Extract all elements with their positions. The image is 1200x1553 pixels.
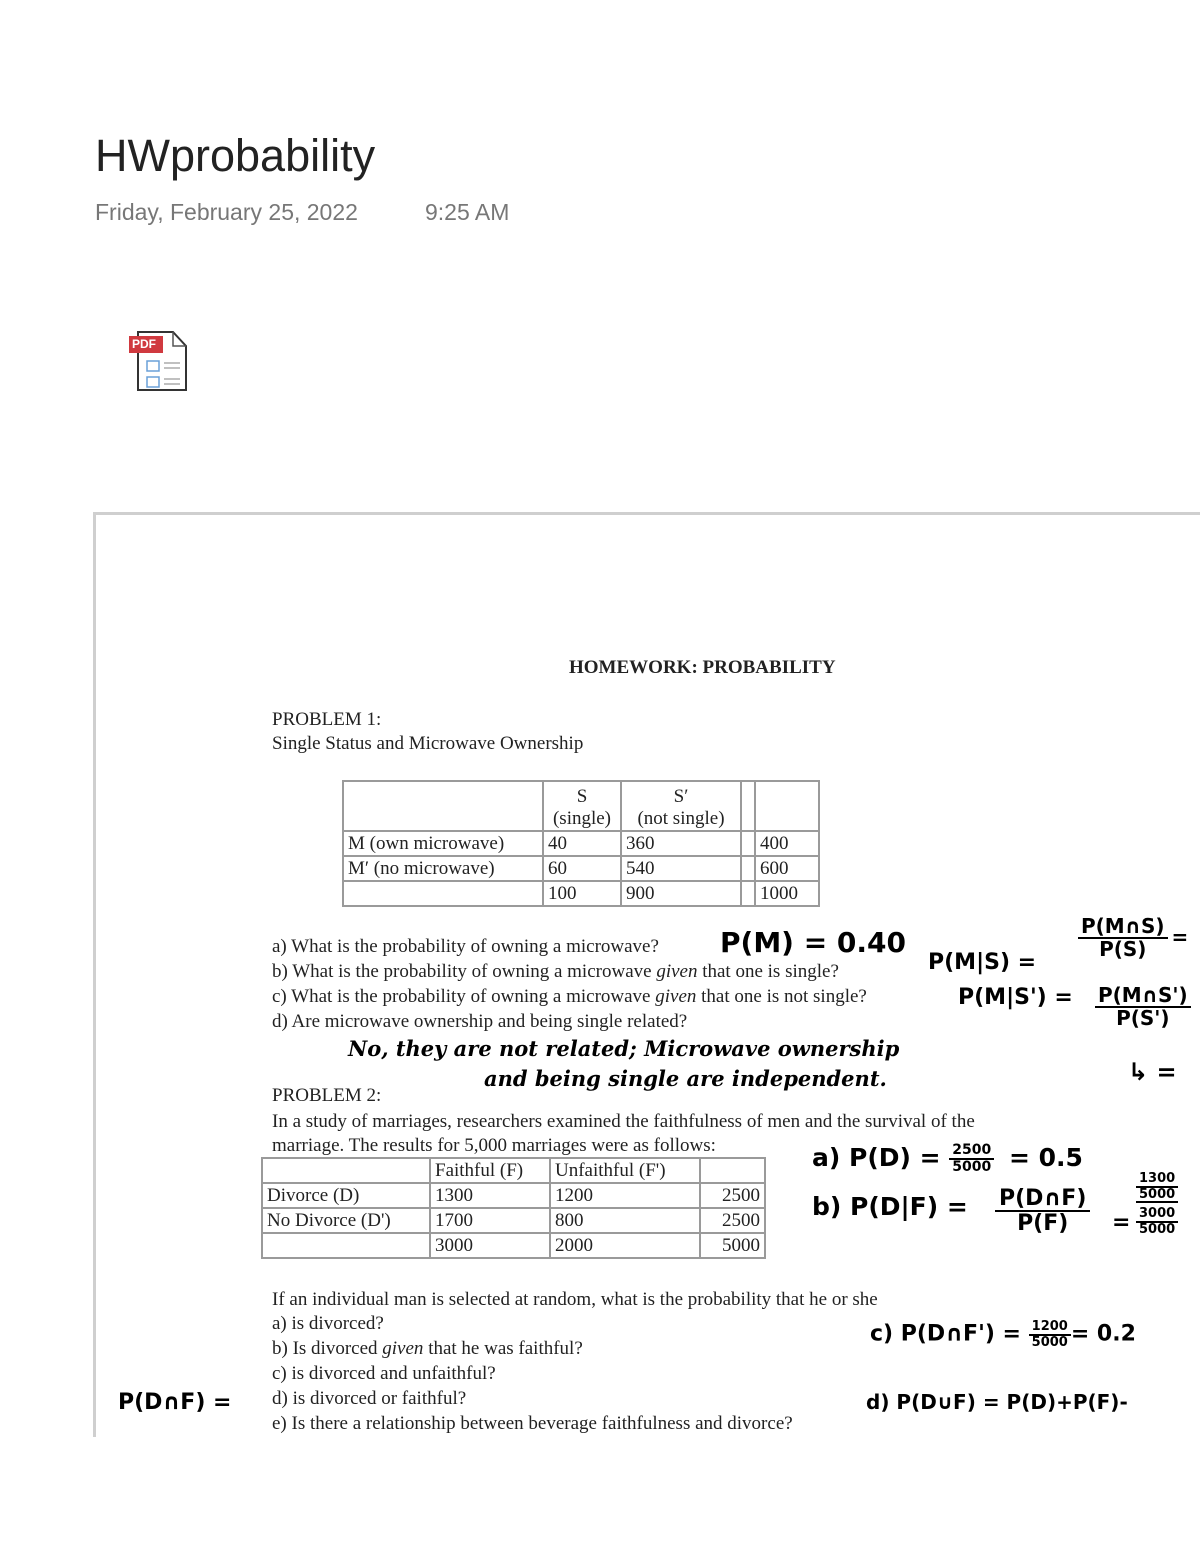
table-cell xyxy=(343,881,543,906)
table-cell: 1300 xyxy=(430,1183,550,1208)
table-cell: 2000 xyxy=(550,1233,700,1258)
handwritten-answer-2a: a) P(D) = $\frac{2500}{5000}$ = 0.5 xyxy=(812,1142,1083,1175)
table-cell xyxy=(741,856,755,881)
handwritten-arrow: ↳ = xyxy=(1128,1058,1177,1086)
table-cell: 100 xyxy=(543,881,621,906)
table-cell: 40 xyxy=(543,831,621,856)
table-cell: M′ (no microwave) xyxy=(343,856,543,881)
handwritten-answer-2b-compound-fraction: $\frac{\frac{1300}{5000}}{\frac{3000}{5000}}$ xyxy=(1136,1172,1178,1237)
table-cell: 1200 xyxy=(550,1183,700,1208)
handwritten-answer-2d: d) P(D∪F) = P(D)+P(F)- xyxy=(866,1390,1128,1414)
page-time: 9:25 AM xyxy=(425,199,510,225)
problem2-label: PROBLEM 2: xyxy=(272,1085,382,1106)
table-cell: 600 xyxy=(755,856,819,881)
problem2-question-e: e) Is there a relationship between beverage faithfulness and divorce? xyxy=(272,1413,793,1434)
problem2-question-d: d) is divorced or faithful? xyxy=(272,1388,467,1409)
microwave-table xyxy=(342,780,820,907)
table-row xyxy=(343,856,819,881)
table-cell: Faithful (F) xyxy=(430,1158,550,1183)
table-cell xyxy=(741,781,755,831)
problem2-intro-line2: marriage. The results for 5,000 marriages were as follows: xyxy=(272,1135,716,1156)
table-cell xyxy=(262,1233,430,1258)
table-cell: 3000 xyxy=(430,1233,550,1258)
table-cell: M (own microwave) xyxy=(343,831,543,856)
problem2-intro-line1: In a study of marriages, researchers examined the faithfulness of men and the survival of the xyxy=(272,1111,975,1132)
table-cell xyxy=(262,1158,430,1183)
handwritten-equals: = xyxy=(1112,1210,1131,1235)
table-cell xyxy=(755,781,819,831)
handwritten-answer-1d-line1: No, they are not related; Microwave ownership xyxy=(348,1036,900,1061)
table-cell: Divorce (D) xyxy=(262,1183,430,1208)
handwritten-left-note: P(D∩F) = xyxy=(118,1390,232,1415)
page-date: Friday, February 25, 2022 xyxy=(95,199,358,225)
table-cell: 2500 xyxy=(700,1208,765,1233)
problem2-prompt: If an individual man is selected at random, what is the probability that he or she xyxy=(272,1289,878,1310)
table-cell: 1700 xyxy=(430,1208,550,1233)
table-row xyxy=(343,881,819,906)
table-header-row xyxy=(262,1158,765,1183)
table-cell xyxy=(741,881,755,906)
page-title: HWprobability xyxy=(95,130,376,181)
handwritten-answer-2b-lhs: b) P(D|F) = xyxy=(812,1192,968,1221)
problem2-question-a: a) is divorced? xyxy=(272,1313,384,1334)
table-cell xyxy=(343,781,543,831)
table-cell: 900 xyxy=(621,881,741,906)
problem1-question-c: c) What is the probability of owning a microwave given that one is not single? xyxy=(272,986,867,1007)
table-row xyxy=(262,1183,765,1208)
table-cell: 360 xyxy=(621,831,741,856)
table-row xyxy=(343,831,819,856)
problem1-label: PROBLEM 1: xyxy=(272,709,382,730)
table-cell: S (single) xyxy=(543,781,621,831)
handwritten-answer-2c: c) P(D∩F') = $\frac{1200}{5000}$ = 0.2 xyxy=(870,1319,1136,1350)
table-header-row xyxy=(343,781,819,831)
table-row xyxy=(262,1233,765,1258)
table-cell: Unfaithful (F') xyxy=(550,1158,700,1183)
handwritten-answer-1b-fraction: $\frac{P(M\cap S)}{P(S)}$ = xyxy=(1078,916,1188,960)
table-cell: 540 xyxy=(621,856,741,881)
table-cell: 2500 xyxy=(700,1183,765,1208)
pdf-badge-label: PDF xyxy=(132,337,156,351)
table-cell: 5000 xyxy=(700,1233,765,1258)
handwritten-answer-1b-lhs: P(M|S) = xyxy=(928,950,1037,975)
table-cell xyxy=(741,831,755,856)
handwritten-answer-2b-fraction: $\frac{P(D\cap F)}{P(F)}$ xyxy=(995,1187,1090,1235)
problem2-question-b: b) Is divorced given that he was faithful? xyxy=(272,1338,583,1359)
problem2-question-c: c) is divorced and unfaithful? xyxy=(272,1363,496,1384)
table-cell: 800 xyxy=(550,1208,700,1233)
table-cell: No Divorce (D') xyxy=(262,1208,430,1233)
table-cell xyxy=(700,1158,765,1183)
problem1-question-d: d) Are microwave ownership and being single related? xyxy=(272,1011,688,1032)
handwritten-answer-1d-line2: and being single are independent. xyxy=(484,1066,887,1091)
table-cell: S′ (not single) xyxy=(621,781,741,831)
handwritten-answer-1a: P(M) = 0.40 xyxy=(720,926,907,959)
table-cell: 1000 xyxy=(755,881,819,906)
table-cell: 60 xyxy=(543,856,621,881)
marriage-table xyxy=(261,1157,766,1259)
table-cell: 400 xyxy=(755,831,819,856)
table-row xyxy=(262,1208,765,1233)
handwritten-answer-1c-lhs: P(M|S') = xyxy=(958,985,1073,1010)
pdf-file-icon[interactable] xyxy=(128,329,190,393)
problem1-question-b: b) What is the probability of owning a microwave given that one is single? xyxy=(272,961,839,982)
problem1-subtitle: Single Status and Microwave Ownership xyxy=(272,733,584,754)
doc-heading: HOMEWORK: PROBABILITY xyxy=(569,657,836,678)
handwritten-answer-1c-fraction: $\frac{P(M\cap S')}{P(S')}$ xyxy=(1095,985,1191,1029)
problem1-question-a: a) What is the probability of owning a microwave? xyxy=(272,936,659,957)
